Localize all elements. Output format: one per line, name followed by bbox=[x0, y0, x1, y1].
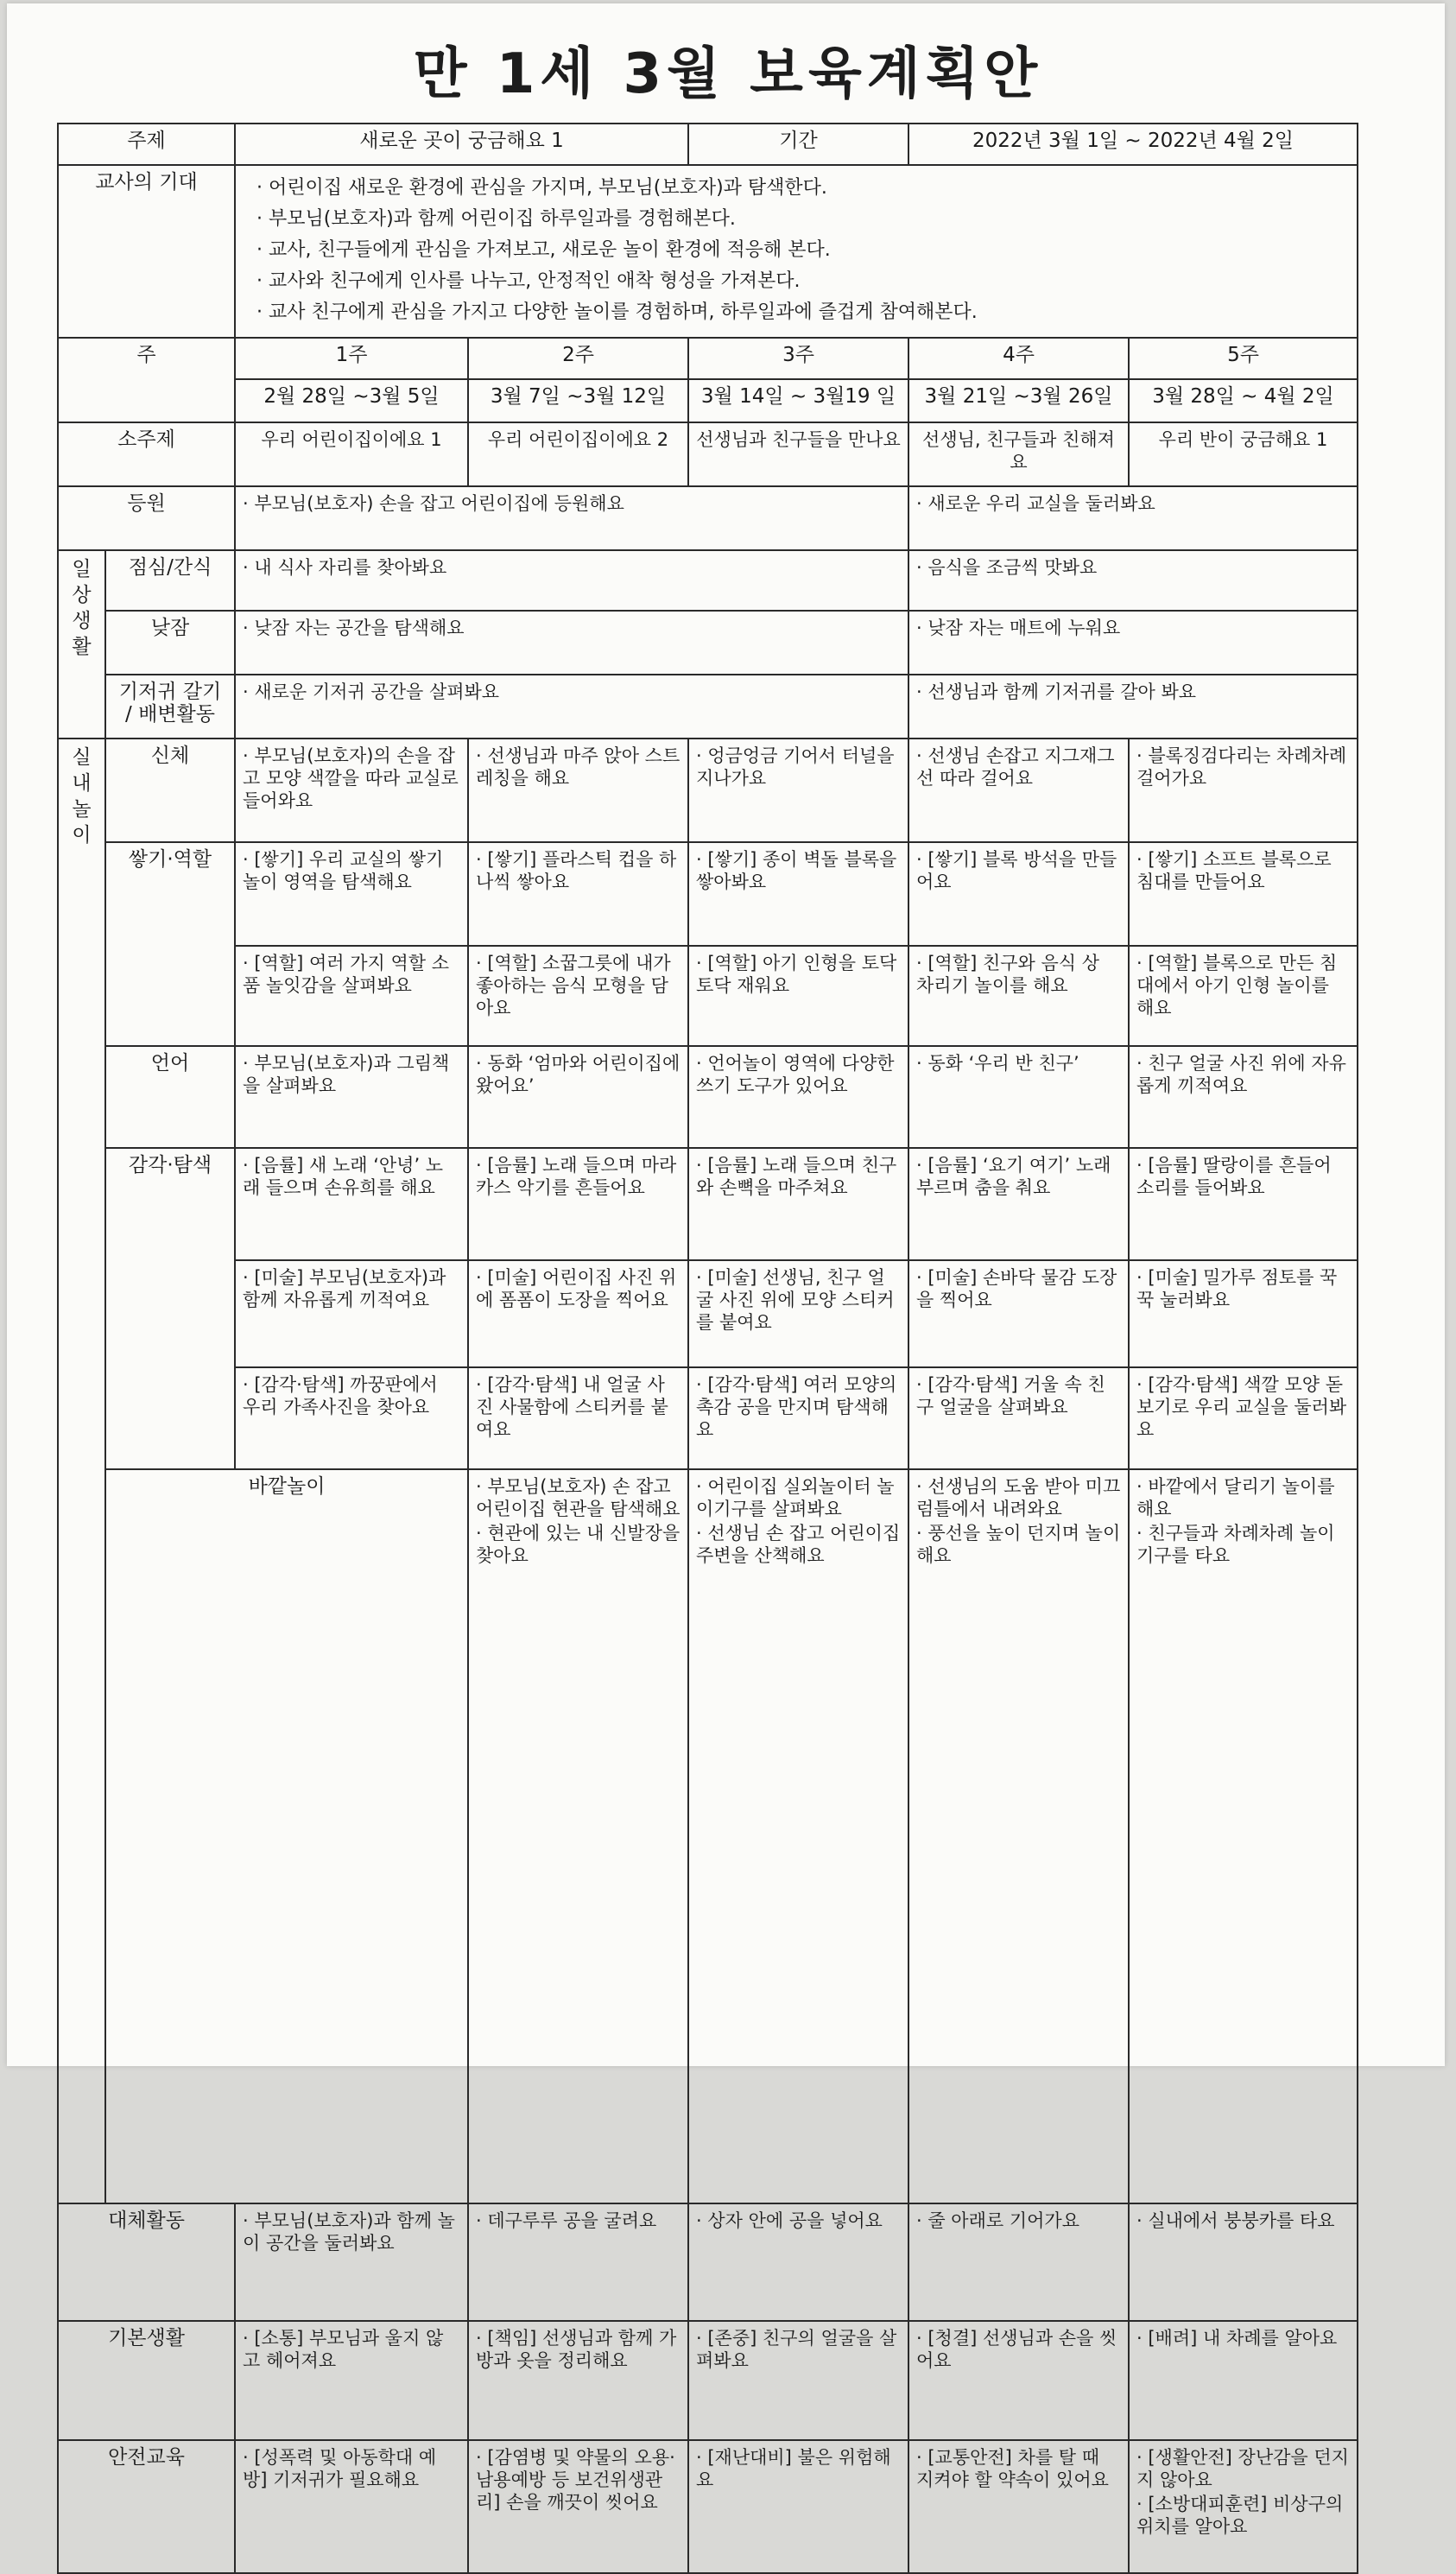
week-label: 주 bbox=[58, 338, 235, 422]
outdoor-item: · 선생님의 도움 받아 미끄럼틀에서 내려와요 bbox=[916, 1476, 1121, 1519]
body-cell: · 블록징검다리는 차례차례 걸어가요 bbox=[1129, 739, 1358, 842]
daily-first: · 새로운 기저귀 공간을 살펴봐요 bbox=[235, 675, 908, 739]
daily-first: · 낮잠 자는 공간을 탐색해요 bbox=[235, 611, 908, 675]
basic-label: 기본생활 bbox=[58, 2321, 235, 2440]
outdoor-cell bbox=[468, 1469, 688, 2203]
arrival-row bbox=[58, 486, 1358, 550]
body-cell: · 엉금엉금 기어서 터널을 지나가요 bbox=[688, 739, 908, 842]
plan-table bbox=[57, 123, 1358, 2574]
safety-cell bbox=[688, 2440, 908, 2573]
period-value: 2022년 3월 1일 ~ 2022년 4월 2일 bbox=[908, 124, 1358, 165]
outdoor-item: · 어린이집 실외놀이터 놀이기구를 살펴봐요 bbox=[696, 1476, 895, 1519]
block-cell: · [쌓기] 플라스틱 컵을 하나씩 쌓아요 bbox=[468, 842, 688, 946]
art-cell: · [미술] 밀가루 점토를 꾹꾹 눌러봐요 bbox=[1129, 1260, 1358, 1367]
expectation-line: · 교사 친구에게 관심을 가지고 다양한 놀이를 경험하며, 하루일과에 즐겁게 참여해본다. bbox=[256, 301, 978, 323]
music-cell: · [음률] ‘요기 여기’ 노래 부르며 춤을 춰요 bbox=[908, 1148, 1129, 1260]
art-row bbox=[58, 1260, 1358, 1367]
safety-cell bbox=[1129, 2440, 1358, 2573]
period-label: 기간 bbox=[688, 124, 908, 165]
expectation-line: · 부모님(보호자)과 함께 어린이집 하루일과를 경험해본다. bbox=[256, 208, 736, 230]
header-row bbox=[58, 124, 1358, 165]
week-name: 3주 bbox=[688, 338, 908, 379]
basic-cell: · [소통] 부모님과 울지 않고 헤어져요 bbox=[235, 2321, 468, 2440]
safety-item: · [재난대비] 불은 위험해요 bbox=[696, 2447, 891, 2490]
outdoor-item: · 친구들과 차례차례 놀이기구를 타요 bbox=[1136, 1523, 1335, 1566]
daily-first: · 내 식사 자리를 찾아봐요 bbox=[235, 550, 908, 611]
expectation-line: · 교사, 친구들에게 관심을 가져보고, 새로운 놀이 환경에 적응해 본다. bbox=[256, 239, 831, 261]
outdoor-row bbox=[58, 1469, 1358, 2203]
music-cell: · [음률] 노래 들으며 친구와 손뼉을 마주쳐요 bbox=[688, 1148, 908, 1260]
daily-group-label: 일상생활 bbox=[58, 550, 105, 739]
art-cell: · [미술] 부모님(보호자)과 함께 자유롭게 끼적여요 bbox=[235, 1260, 468, 1367]
outdoor-item: · 풍선을 높이 던지며 놀이해요 bbox=[916, 1523, 1121, 1566]
art-cell: · [미술] 선생님, 친구 얼굴 사진 위에 모양 스티커를 붙여요 bbox=[688, 1260, 908, 1367]
expectation-line: · 어린이집 새로운 환경에 관심을 가지며, 부모님(보호자)과 탐색한다. bbox=[256, 177, 827, 199]
block-row bbox=[58, 842, 1358, 946]
sensory-cell: · [감각·탐색] 까꿍판에서 우리 가족사진을 찾아요 bbox=[235, 1367, 468, 1469]
week-name: 1주 bbox=[235, 338, 468, 379]
basic-cell: · [청결] 선생님과 손을 씻어요 bbox=[908, 2321, 1129, 2440]
role-cell: · [역할] 친구와 음식 상 차리기 놀이를 해요 bbox=[908, 946, 1129, 1046]
language-cell: · 부모님(보호자)과 그림책을 살펴봐요 bbox=[235, 1046, 468, 1148]
daily-label: 낮잠 bbox=[105, 611, 235, 675]
alternative-cell: · 상자 안에 공을 넣어요 bbox=[688, 2203, 908, 2321]
art-cell: · [미술] 손바닥 물감 도장을 찍어요 bbox=[908, 1260, 1129, 1367]
role-cell: · [역할] 블록으로 만든 침대에서 아기 인형 놀이를 해요 bbox=[1129, 946, 1358, 1046]
daily-row bbox=[58, 550, 1358, 611]
outdoor-cell bbox=[1129, 1469, 1358, 2203]
music-cell: · [음률] 딸랑이를 흔들어 소리를 들어봐요 bbox=[1129, 1148, 1358, 1260]
outdoor-label: 바깥놀이 bbox=[105, 1469, 468, 2203]
outdoor-item: · 현관에 있는 내 신발장을 찾아요 bbox=[476, 1523, 681, 1566]
language-cell: · 동화 ‘우리 반 친구’ bbox=[908, 1046, 1129, 1148]
block-cell: · [쌓기] 우리 교실의 쌓기 놀이 영역을 탐색해요 bbox=[235, 842, 468, 946]
subtopic-value: 선생님과 친구들을 만나요 bbox=[688, 422, 908, 486]
music-cell: · [음률] 노래 들으며 마라카스 악기를 흔들어요 bbox=[468, 1148, 688, 1260]
role-cell: · [역할] 소꿉그릇에 내가 좋아하는 음식 모형을 담아요 bbox=[468, 946, 688, 1046]
week-names-row bbox=[58, 338, 1358, 379]
body-cell: · 부모님(보호자)의 손을 잡고 모양 색깔을 따라 교실로 들어와요 bbox=[235, 739, 468, 842]
block-cell: · [쌓기] 블록 방석을 만들어요 bbox=[908, 842, 1129, 946]
week-dates: 3월 21일 ~3월 26일 bbox=[908, 379, 1129, 422]
expectation-content bbox=[235, 165, 1358, 338]
basic-cell: · [책임] 선생님과 함께 가방과 옷을 정리해요 bbox=[468, 2321, 688, 2440]
safety-label: 안전교육 bbox=[58, 2440, 235, 2573]
safety-cell bbox=[468, 2440, 688, 2573]
alternative-label: 대체활동 bbox=[58, 2203, 235, 2321]
alternative-cell: · 부모님(보호자)과 함께 놀이 공간을 둘러봐요 bbox=[235, 2203, 468, 2321]
daily-label: 기저귀 갈기 / 배변활동 bbox=[105, 675, 235, 739]
week-dates: 2월 28일 ~3월 5일 bbox=[235, 379, 468, 422]
safety-item: · [성폭력 및 아동학대 예방] 기저귀가 필요해요 bbox=[243, 2447, 437, 2490]
subtopic-row bbox=[58, 422, 1358, 486]
basic-cell: · [배려] 내 차례를 알아요 bbox=[1129, 2321, 1358, 2440]
basic-row bbox=[58, 2321, 1358, 2440]
page-title: 만 1세 3월 보육계획안 bbox=[413, 42, 1043, 106]
block-cell: · [쌓기] 소프트 블록으로 침대를 만들어요 bbox=[1129, 842, 1358, 946]
block-cell: · [쌓기] 종이 벽돌 블록을 쌓아봐요 bbox=[688, 842, 908, 946]
safety-cell bbox=[908, 2440, 1129, 2573]
week-dates-row bbox=[58, 379, 1358, 422]
daily-second: · 선생님과 함께 기저귀를 갈아 봐요 bbox=[908, 675, 1358, 739]
subtopic-value: 우리 어린이집이에요 1 bbox=[235, 422, 468, 486]
safety-item: · [소방대피훈련] 비상구의 위치를 알아요 bbox=[1136, 2494, 1344, 2537]
outdoor-item: · 선생님 손 잡고 어린이집 주변을 산책해요 bbox=[696, 1523, 901, 1566]
expectation-line: · 교사와 친구에게 인사를 나누고, 안정적인 애착 형성을 가져본다. bbox=[256, 270, 801, 292]
subtopic-label: 소주제 bbox=[58, 422, 235, 486]
sensory-cell: · [감각·탐색] 색깔 모양 돋보기로 우리 교실을 둘러봐요 bbox=[1129, 1367, 1358, 1469]
daily-label: 점심/간식 bbox=[105, 550, 235, 611]
role-cell: · [역할] 여러 가지 역할 소품 놀잇감을 살펴봐요 bbox=[235, 946, 468, 1046]
language-cell: · 언어놀이 영역에 다양한 쓰기 도구가 있어요 bbox=[688, 1046, 908, 1148]
outdoor-cell bbox=[908, 1469, 1129, 2203]
topic-value: 새로운 곳이 궁금해요 1 bbox=[235, 124, 688, 165]
subtopic-value: 우리 반이 궁금해요 1 bbox=[1129, 422, 1358, 486]
week-name: 2주 bbox=[468, 338, 688, 379]
body-cell: · 선생님과 마주 앉아 스트레칭을 해요 bbox=[468, 739, 688, 842]
body-cell: · 선생님 손잡고 지그재그 선 따라 걸어요 bbox=[908, 739, 1129, 842]
outdoor-item: · 바깥에서 달리기 놀이를 해요 bbox=[1136, 1476, 1335, 1519]
daily-row bbox=[58, 675, 1358, 739]
sensory-row bbox=[58, 1367, 1358, 1469]
language-row bbox=[58, 1046, 1358, 1148]
topic-label: 주제 bbox=[58, 124, 235, 165]
safety-item: · [감염병 및 약물의 오용·남용예방 등 보건위생관리] 손을 깨끗이 씻어요 bbox=[476, 2447, 675, 2513]
week-name: 4주 bbox=[908, 338, 1129, 379]
alternative-cell: · 줄 아래로 기어가요 bbox=[908, 2203, 1129, 2321]
arrival-second: · 새로운 우리 교실을 둘러봐요 bbox=[908, 486, 1358, 550]
language-cell: · 친구 얼굴 사진 위에 자유롭게 끼적여요 bbox=[1129, 1046, 1358, 1148]
alternative-row bbox=[58, 2203, 1358, 2321]
week-name: 5주 bbox=[1129, 338, 1358, 379]
subtopic-value: 선생님, 친구들과 친해져요 bbox=[908, 422, 1129, 486]
week-dates: 3월 14일 ~ 3월19 일 bbox=[688, 379, 908, 422]
outdoor-item: · 부모님(보호자) 손 잡고 어린이집 현관을 탐색해요 bbox=[476, 1476, 681, 1519]
sensory-cell: · [감각·탐색] 여러 모양의 촉감 공을 만지며 탐색해요 bbox=[688, 1367, 908, 1469]
arrival-first: · 부모님(보호자) 손을 잡고 어린이집에 등원해요 bbox=[235, 486, 908, 550]
arrival-label: 등원 bbox=[58, 486, 235, 550]
indoor-body-row bbox=[58, 739, 1358, 842]
daily-second: · 음식을 조금씩 맛봐요 bbox=[908, 550, 1358, 611]
sensory-label: 감각·탐색 bbox=[105, 1148, 235, 1469]
music-row bbox=[58, 1148, 1358, 1260]
safety-row bbox=[58, 2440, 1358, 2573]
language-cell: · 동화 ‘엄마와 어린이집에 왔어요’ bbox=[468, 1046, 688, 1148]
outdoor-cell bbox=[688, 1469, 908, 2203]
expectation-row bbox=[58, 165, 1358, 338]
subtopic-value: 우리 어린이집이에요 2 bbox=[468, 422, 688, 486]
sensory-cell: · [감각·탐색] 거울 속 친구 얼굴을 살펴봐요 bbox=[908, 1367, 1129, 1469]
week-dates: 3월 7일 ~3월 12일 bbox=[468, 379, 688, 422]
expectation-label: 교사의 기대 bbox=[58, 165, 235, 338]
role-row bbox=[58, 946, 1358, 1046]
alternative-cell: · 실내에서 붕붕카를 타요 bbox=[1129, 2203, 1358, 2321]
body-label: 신체 bbox=[105, 739, 235, 842]
week-dates: 3월 28일 ~ 4월 2일 bbox=[1129, 379, 1358, 422]
safety-cell bbox=[235, 2440, 468, 2573]
daily-row bbox=[58, 611, 1358, 675]
music-cell: · [음률] 새 노래 ‘안녕’ 노래 들으며 손유희를 해요 bbox=[235, 1148, 468, 1260]
safety-item: · [생활안전] 장난감을 던지지 않아요 bbox=[1136, 2447, 1349, 2490]
indoor-group-label: 실내놀이 bbox=[58, 739, 105, 2203]
safety-item: · [교통안전] 차를 탈 때 지켜야 할 약속이 있어요 bbox=[916, 2447, 1109, 2490]
block-label: 쌓기·역할 bbox=[105, 842, 235, 1046]
basic-cell: · [존중] 친구의 얼굴을 살펴봐요 bbox=[688, 2321, 908, 2440]
language-label: 언어 bbox=[105, 1046, 235, 1148]
sensory-cell: · [감각·탐색] 내 얼굴 사진 사물함에 스티커를 붙여요 bbox=[468, 1367, 688, 1469]
art-cell: · [미술] 어린이집 사진 위에 폼폼이 도장을 찍어요 bbox=[468, 1260, 688, 1367]
alternative-cell: · 데구루루 공을 굴려요 bbox=[468, 2203, 688, 2321]
daily-second: · 낮잠 자는 매트에 누워요 bbox=[908, 611, 1358, 675]
role-cell: · [역할] 아기 인형을 토닥토닥 재워요 bbox=[688, 946, 908, 1046]
